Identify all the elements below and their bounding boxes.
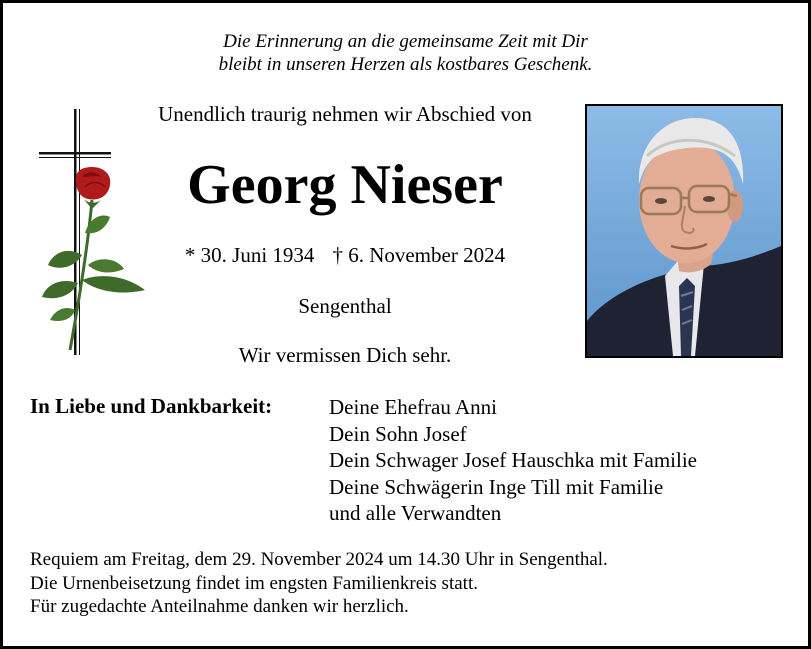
mourner-line: Deine Schwägerin Inge Till mit Familie (329, 474, 664, 499)
motto-line-1: Die Erinnerung an die gemeinsame Zeit mit Dir (223, 31, 588, 52)
life-dates (120, 243, 570, 268)
requiem-note: Requiem am Freitag, dem 29. November 2024 um 14.30 Uhr in Sengenthal. (30, 549, 608, 570)
hometown: Sengenthal (298, 294, 392, 318)
deceased-name: Georg Nieser (187, 154, 503, 216)
mourner-line: und alle Verwandten (329, 501, 502, 525)
death-date: † 6. November 2024 (332, 243, 506, 267)
motto-line-2: bleibt in unseren Herzen als kostbares Geschenk. (218, 54, 593, 75)
thanks-label: In Liebe und Dankbarkeit: (30, 394, 273, 418)
service-notes (30, 548, 608, 619)
mourner-line: Deine Ehefrau Anni (329, 395, 497, 419)
cross-with-rose-icon (30, 105, 160, 360)
portrait-photo (585, 104, 783, 358)
intro-text: Unendlich traurig nehmen wir Abschied von (158, 102, 532, 126)
thanks-note: Für zugedachte Anteilnahme danken wir herzlich. (30, 596, 409, 617)
mourners-list (329, 394, 697, 527)
mourner-line: Dein Sohn Josef (329, 421, 467, 446)
birth-date: * 30. Juni 1934 (184, 243, 315, 267)
motto (0, 30, 811, 76)
burial-note: Die Urnenbeisetzung findet im engsten Familienkreis statt. (30, 572, 478, 594)
miss-text: Wir vermissen Dich sehr. (238, 343, 452, 367)
mourner-line: Dein Schwager Josef Hauschka mit Familie (329, 448, 697, 472)
